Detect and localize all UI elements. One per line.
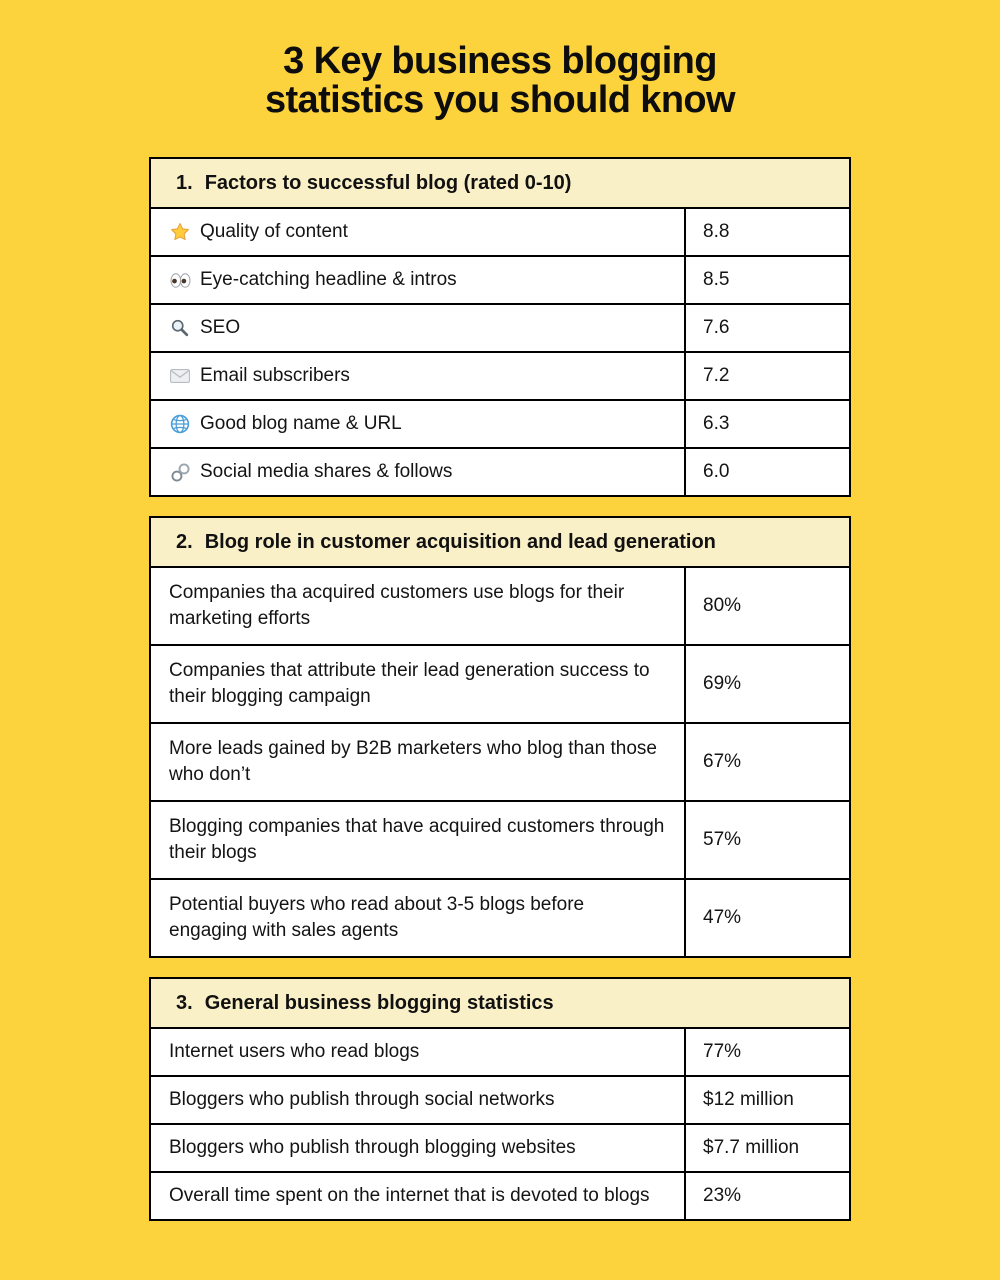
- table-row: [151, 1077, 849, 1125]
- star-icon: [169, 222, 191, 242]
- row-value: 47%: [684, 880, 849, 956]
- row-label-cell: [151, 646, 684, 722]
- row-label: Blogging companies that have acquired customers through their blogs: [169, 816, 665, 863]
- table-row: [151, 724, 849, 802]
- row-value: 77%: [684, 1029, 849, 1075]
- row-value: $12 million: [684, 1077, 849, 1123]
- row-label-cell: [151, 257, 684, 303]
- row-value: 57%: [684, 802, 849, 878]
- row-label-cell: [151, 1125, 684, 1171]
- table-row: [151, 880, 849, 956]
- table-number: 2.: [176, 531, 193, 553]
- eyes-icon: [169, 273, 191, 288]
- row-label-cell: [151, 880, 684, 956]
- row-label: Bloggers who publish through blogging websites: [169, 1137, 576, 1158]
- table-title: Factors to successful blog (rated 0-10): [204, 172, 572, 194]
- row-label: Internet users who read blogs: [169, 1041, 420, 1062]
- row-value: 8.5: [684, 257, 849, 303]
- page-title-line-2: statistics you should know: [264, 79, 736, 121]
- row-label: Social media shares & follows: [200, 461, 453, 482]
- row-value: 69%: [684, 646, 849, 722]
- row-label-cell: [151, 401, 684, 447]
- table-general-blogging-statistics: [149, 977, 851, 1221]
- table-header: [151, 518, 849, 568]
- magnifier-icon: [169, 319, 191, 337]
- row-label: Companies tha acquired customers use blogs for their marketing efforts: [169, 582, 625, 629]
- table-number: 1.: [176, 172, 193, 194]
- link-icon: [169, 463, 191, 482]
- table-row: [151, 1125, 849, 1173]
- row-value: 7.6: [684, 305, 849, 351]
- row-label: More leads gained by B2B marketers who blog than those who don’t: [169, 738, 657, 785]
- table-row: [151, 257, 849, 305]
- row-value: 7.2: [684, 353, 849, 399]
- table-row: [151, 802, 849, 880]
- page-title: [0, 0, 1000, 120]
- row-label-cell: [151, 1029, 684, 1075]
- row-label-cell: [151, 449, 684, 495]
- row-label: Email subscribers: [200, 365, 350, 386]
- page-title-line-1: 3 Key business blogging: [283, 40, 717, 82]
- table-row: [151, 1029, 849, 1077]
- row-value: 67%: [684, 724, 849, 800]
- table-row: [151, 353, 849, 401]
- row-label-cell: [151, 802, 684, 878]
- table-title: Blog role in customer acquisition and lead generation: [204, 531, 716, 553]
- table-factors-to-successful-blog: [149, 157, 851, 497]
- row-label-cell: [151, 305, 684, 351]
- row-label: Companies that attribute their lead generation success to their blogging campaign: [169, 660, 650, 707]
- row-label-cell: [151, 1173, 684, 1219]
- table-title: General business blogging statistics: [204, 992, 554, 1014]
- table-row: [151, 449, 849, 495]
- row-label-cell: [151, 724, 684, 800]
- table-number: 3.: [176, 992, 193, 1014]
- row-label: Quality of content: [200, 221, 348, 242]
- row-value: 23%: [684, 1173, 849, 1219]
- table-row: [151, 305, 849, 353]
- table-row: [151, 401, 849, 449]
- row-label-cell: [151, 1077, 684, 1123]
- row-value: 80%: [684, 568, 849, 644]
- envelope-icon: [169, 369, 191, 383]
- table-header: [151, 159, 849, 209]
- row-value: 8.8: [684, 209, 849, 255]
- row-label: Good blog name & URL: [200, 413, 402, 434]
- row-value: 6.3: [684, 401, 849, 447]
- row-label: Bloggers who publish through social networks: [169, 1089, 555, 1110]
- row-label: Overall time spent on the internet that is devoted to blogs: [169, 1185, 650, 1206]
- row-label-cell: [151, 568, 684, 644]
- table-row: [151, 1173, 849, 1219]
- row-label: SEO: [200, 317, 241, 338]
- table-row: [151, 209, 849, 257]
- row-label: Eye-catching headline & intros: [200, 269, 457, 290]
- row-label: Potential buyers who read about 3-5 blogs before engaging with sales agents: [169, 894, 585, 941]
- row-value: 6.0: [684, 449, 849, 495]
- row-label-cell: [151, 353, 684, 399]
- table-blog-role-customer-acquisition: [149, 516, 851, 958]
- globe-icon: [169, 414, 191, 434]
- row-value: $7.7 million: [684, 1125, 849, 1171]
- table-row: [151, 646, 849, 724]
- table-row: [151, 568, 849, 646]
- table-header: [151, 979, 849, 1029]
- row-label-cell: [151, 209, 684, 255]
